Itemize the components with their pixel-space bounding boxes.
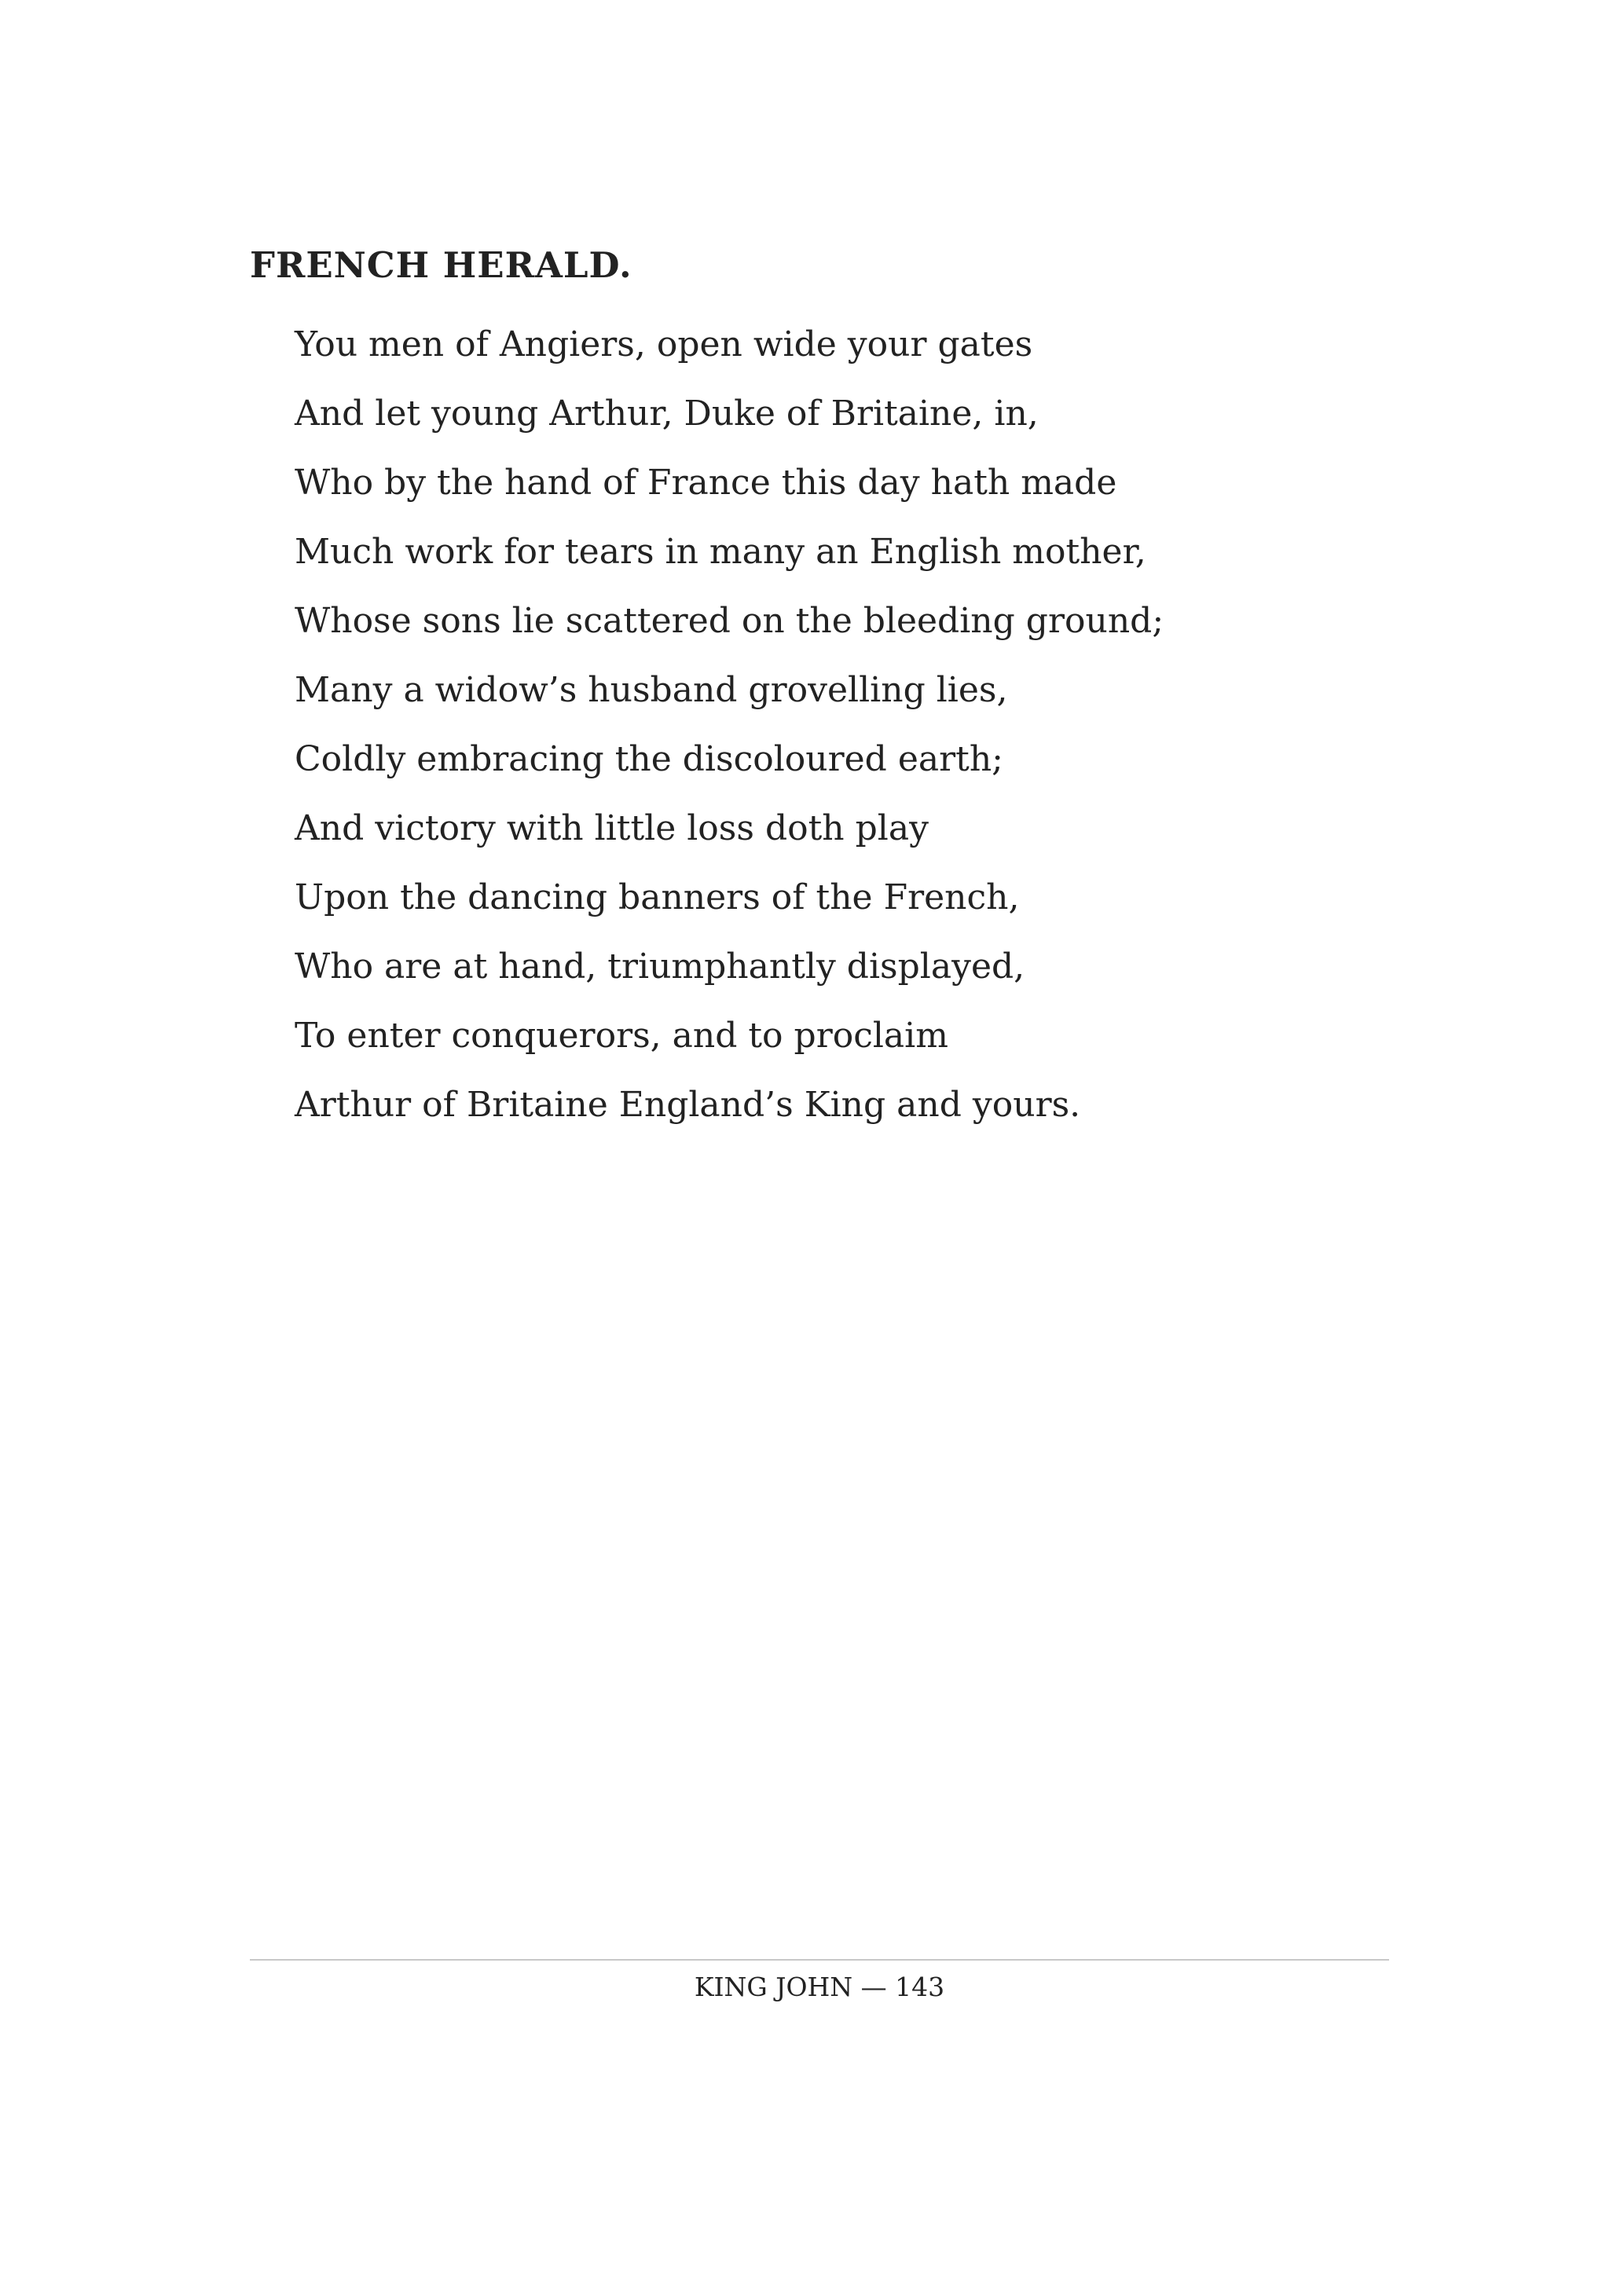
- verse-line: Much work for tears in many an English mother,: [295, 532, 1146, 572]
- verse-line: Who are at hand, triumphantly displayed,: [295, 947, 1025, 987]
- verse-line: Upon the dancing banners of the French,: [295, 877, 1020, 917]
- verse-line: To enter conquerors, and to proclaim: [295, 1016, 948, 1056]
- verse-block: [295, 310, 1164, 1140]
- verse-line: You men of Angiers, open wide your gates: [295, 324, 1033, 364]
- speaker-name: FRENCH HERALD.: [250, 244, 632, 286]
- verse-line: Arthur of Britaine England’s King and yours.: [295, 1085, 1081, 1125]
- verse-line: And victory with little loss doth play: [295, 808, 929, 848]
- page-footer: KING JOHN — 143: [694, 1972, 945, 2002]
- verse-line: Coldly embracing the discoloured earth;: [295, 739, 1003, 779]
- footer-divider: [250, 1959, 1389, 1961]
- verse-line: Whose sons lie scattered on the bleeding ground;: [295, 601, 1164, 641]
- verse-line: Who by the hand of France this day hath made: [295, 463, 1117, 503]
- verse-line: Many a widow’s husband grovelling lies,: [295, 670, 1008, 710]
- verse-line: And let young Arthur, Duke of Britaine, in,: [295, 394, 1039, 434]
